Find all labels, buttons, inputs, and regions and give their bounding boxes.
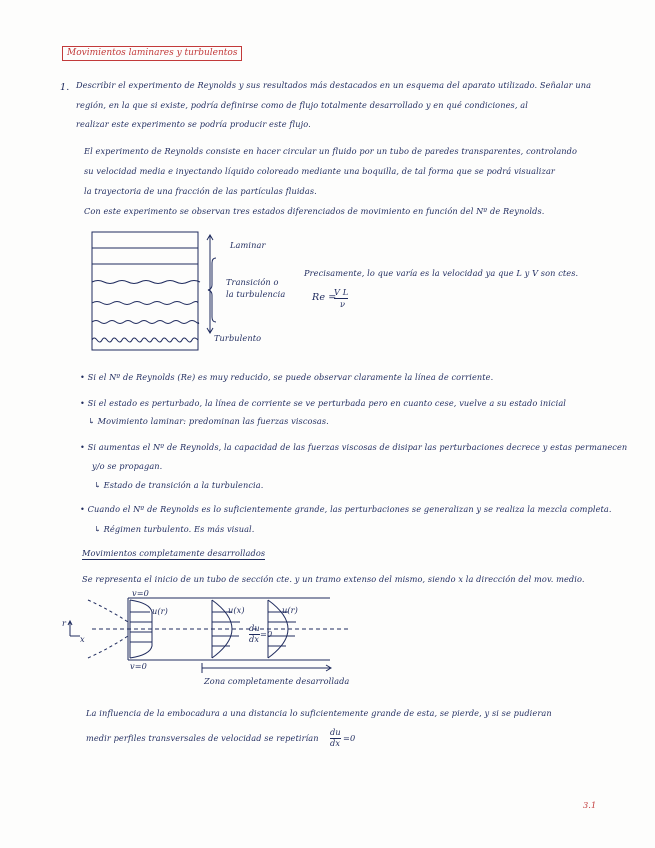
axis-r-label: r (62, 618, 67, 628)
question-line-3: realizar este experimento se podría producir este flujo. (76, 119, 311, 129)
reynolds-formula-lhs: Re = (312, 292, 337, 303)
page-number: 3.1 (583, 800, 597, 810)
closing-frac-denominator: dx (330, 738, 341, 748)
u-label-3: u(r) (282, 605, 298, 615)
bullet-1-line-1: • Si el Nº de Reynolds (Re) es muy reducido, se puede observar claramente la línea de corriente. (80, 372, 494, 382)
section2-title: Movimientos completamente desarrollados (82, 548, 266, 558)
closing-frac-numerator: du (330, 727, 341, 737)
paragraph1-line-3: la trayectoria de una fracción de las partículas fluidas. (84, 186, 317, 196)
reynolds-formula-numerator: V L (334, 287, 349, 297)
bullet-2-line-1: • Si el estado es perturbado, la línea de corriente se ve perturbada pero en cuanto cese, vuelve a su estado inicial (80, 398, 567, 408)
bullet-3-line-3: ↳ Estado de transición a la turbulencia. (94, 480, 264, 490)
paragraph2-text: Con este experimento se observan tres estados diferenciados de movimiento en función del Nº de Reynolds. (84, 206, 545, 216)
closing-line-1: La influencia de la embocadura a una distancia lo suficientemente grande de esta, se pierde, y si se pudieran (86, 708, 552, 718)
v0-bottom-label: v=0 (130, 661, 147, 671)
closing-frac-equals: =0 (343, 733, 356, 743)
paragraph1-line-2: su velocidad media e inyectando líquido coloreado mediante una boquilla, de tal forma que se podrá visualizar (84, 166, 555, 176)
bullet-4-line-2: ↳ Régimen turbulento. Es más visual. (94, 524, 255, 534)
page-title: Movimientos laminares y turbulentos (62, 46, 242, 61)
v0-top-label: v=0 (132, 588, 149, 598)
section2-intro: Se representa el inicio de un tubo de sección cte. y un tramo extenso del mismo, siendo x la dirección del mov. medio. (82, 574, 585, 584)
deriv-numerator: du (249, 623, 260, 633)
label-laminar: Laminar (230, 240, 266, 250)
u-label-1: u(r) (152, 606, 168, 616)
u-label-2: u(x) (228, 605, 245, 615)
reynolds-formula-denominator: ν (340, 299, 346, 309)
deriv-equals: =0 (260, 629, 273, 639)
deriv-denominator: dx (249, 634, 260, 644)
question-line-1: Describir el experimento de Reynolds y sus resultados más destacados en un esquema del aparato utilizado. Señalar una (76, 80, 592, 90)
label-turbulent: Turbulento (214, 333, 262, 343)
label-transition-1: Transición o (226, 277, 279, 287)
developed-zone-label: Zona completamente desarrollada (204, 676, 350, 686)
paragraph1-line-1: El experimento de Reynolds consiste en hacer circular un fluido por un tubo de paredes transparentes, controlando (84, 146, 578, 156)
closing-line-2: medir perfiles transversales de velocidad se repetirían (86, 733, 319, 743)
bullet-4-line-1: • Cuando el Nº de Reynolds es lo suficientemente grande, las perturbaciones se generalizan y se realiza la mezcla completa. (80, 504, 612, 514)
axis-x-label: x (80, 634, 85, 644)
bullet-3-line-2: y/o se propagan. (92, 461, 163, 471)
diagram1-note: Precisamente, lo que varía es la velocidad ya que L y V son ctes. (304, 268, 579, 278)
question-line-2: región, en la que si existe, podría definirse como de flujo totalmente desarrollado y en qué condiciones, al (76, 100, 528, 110)
bullet-2-line-2: ↳ Movimiento laminar: predominan las fuerzas viscosas. (88, 416, 329, 426)
label-transition-2: la turbulencia (226, 289, 286, 299)
bullet-3-line-1: • Si aumentas el Nº de Reynolds, la capacidad de las fuerzas viscosas de disipar las perturbaciones decrece y estas permanecen (80, 442, 628, 452)
question-number: 1. (60, 82, 70, 93)
